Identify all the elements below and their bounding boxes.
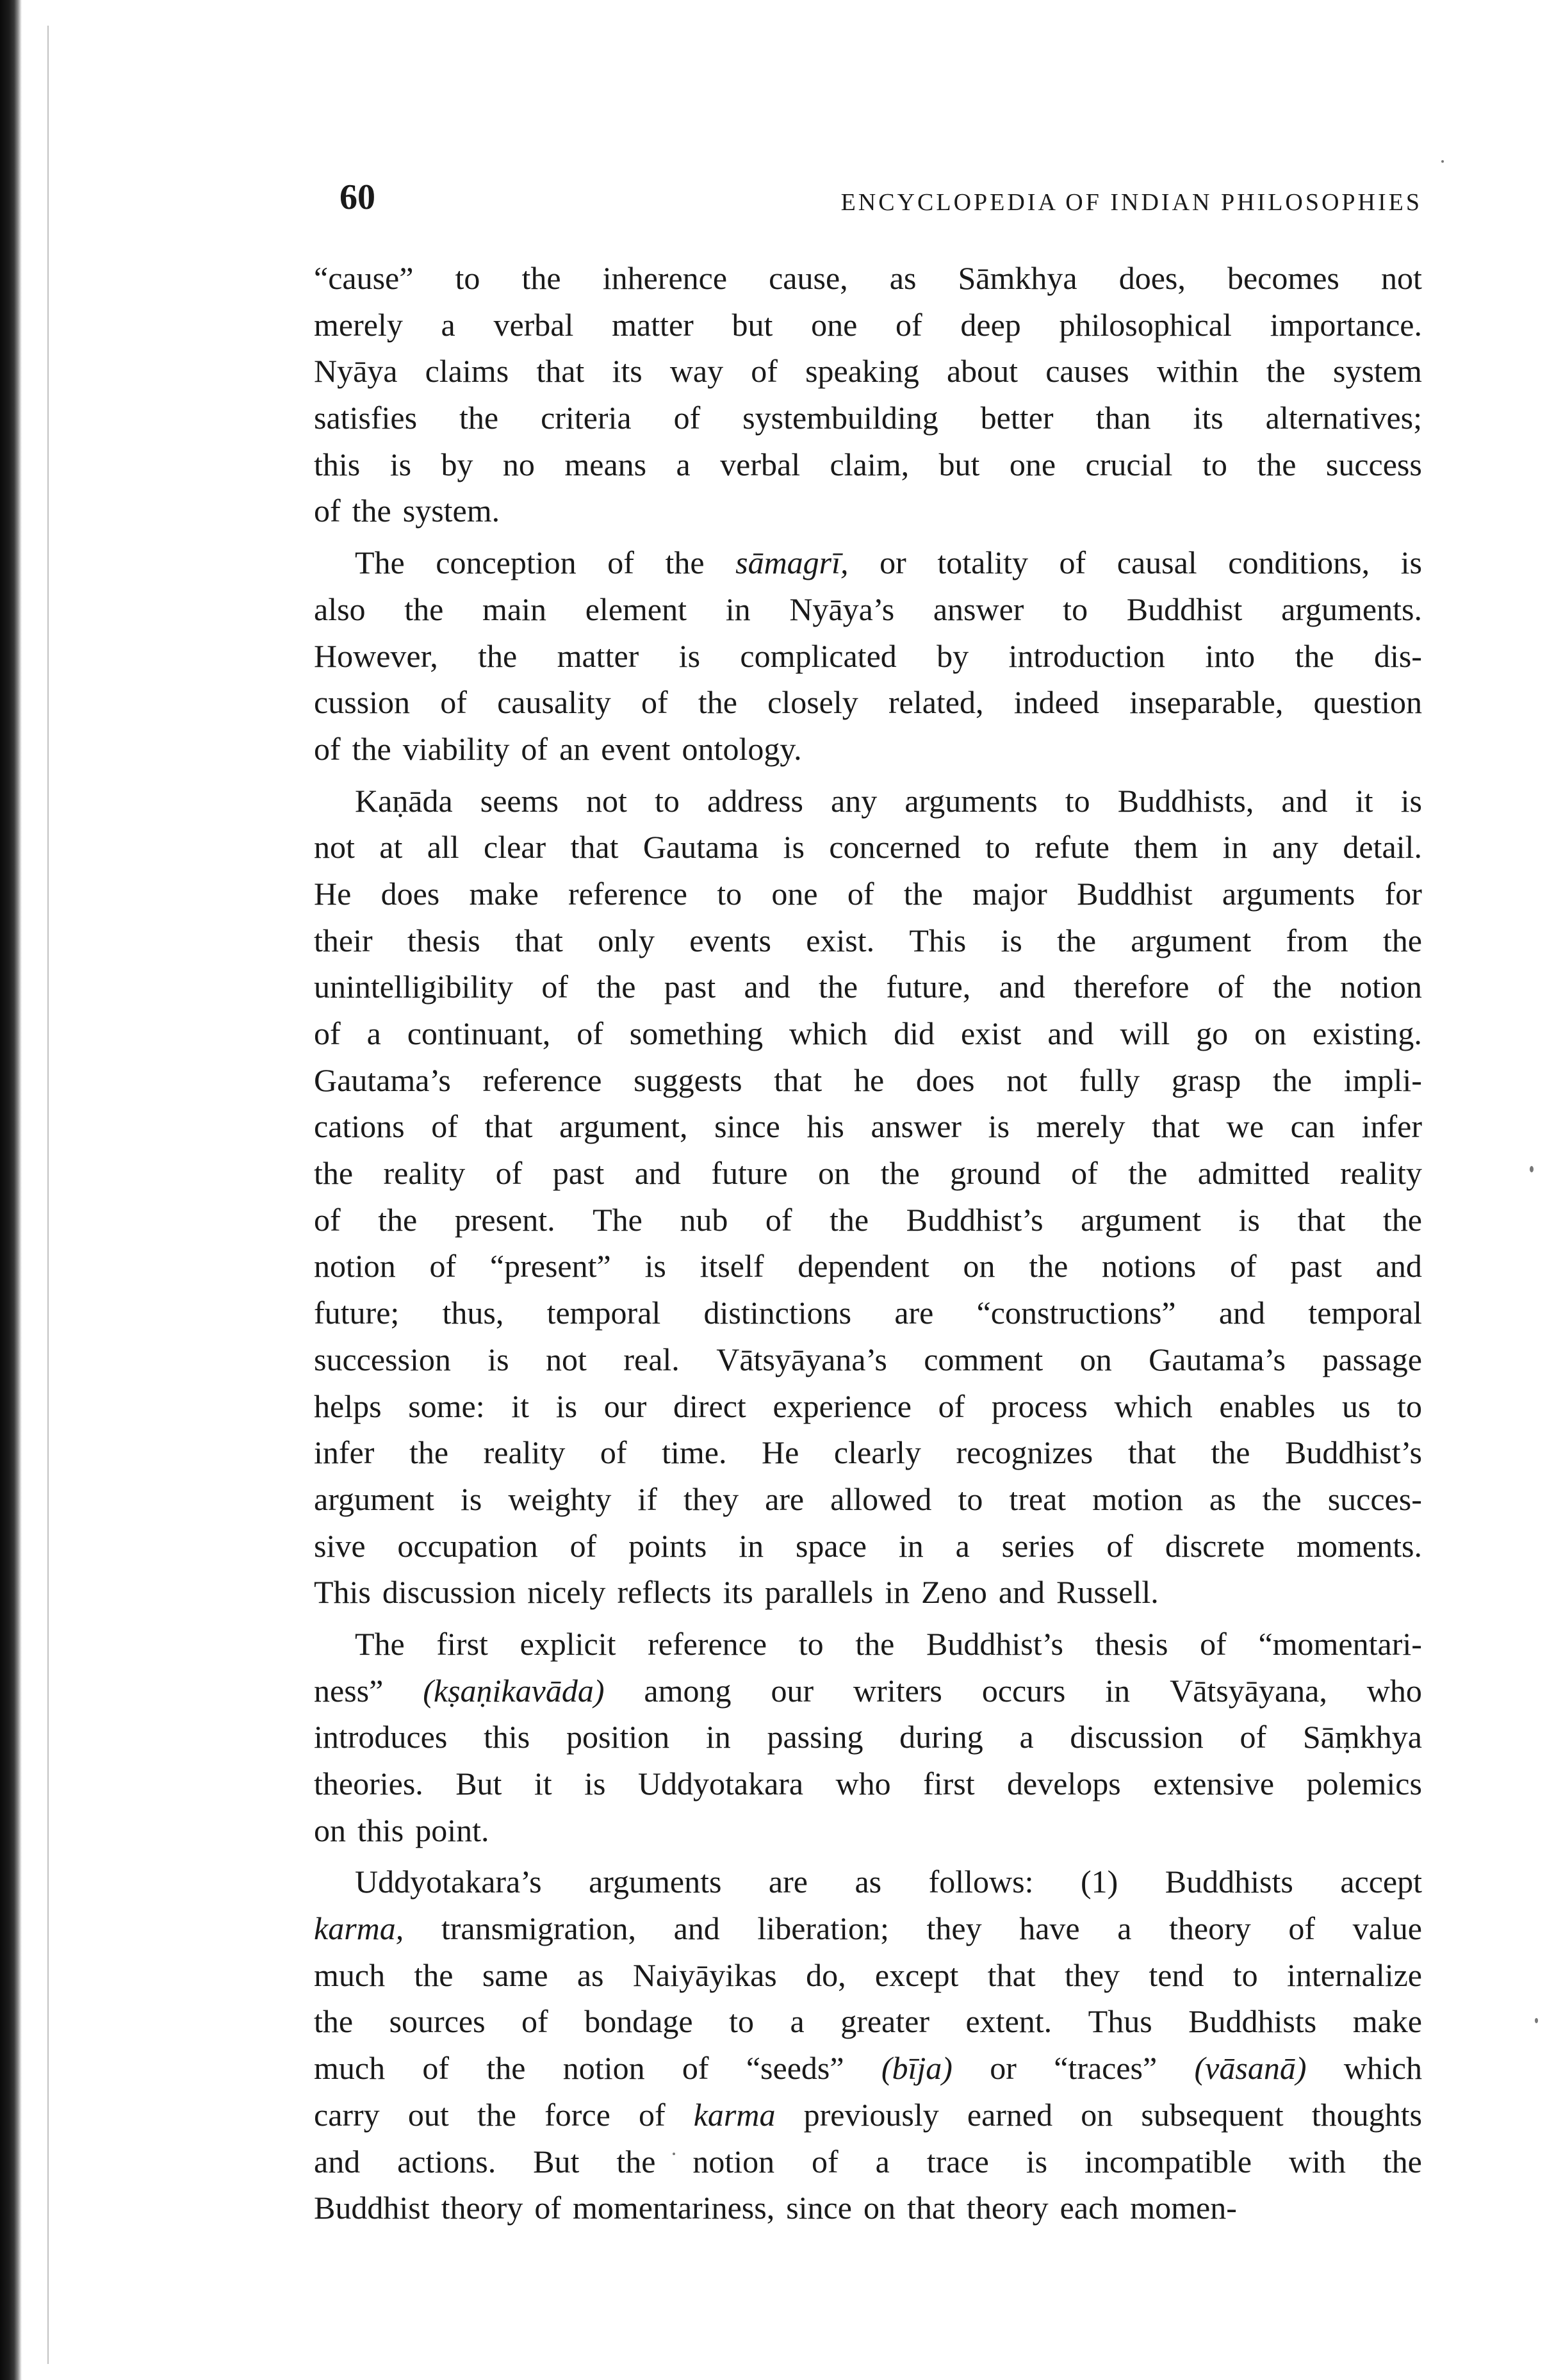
text-line: introduces this position in passing during a discussion of Sāṃkhya [314, 1719, 1422, 1755]
scan-binding-edge [0, 0, 22, 2380]
text-line: carry out the force of karma previously earned on subsequent thoughts [314, 2096, 1422, 2133]
scan-speck [673, 2153, 675, 2155]
text-line: the reality of past and future on the ground of the admitted reality [314, 1155, 1422, 1192]
text-line: on this point. [314, 1812, 489, 1848]
text-line: future; thus, temporal distinctions are “constructions” and temporal [314, 1295, 1422, 1331]
text-line: “cause” to the inherence cause, as Sāmkhya does, becomes not [314, 260, 1422, 296]
text-line: helps some: it is our direct experience of process which enables us to [314, 1388, 1422, 1424]
text-line: and actions. But the notion of a trace is incompatible with the [314, 2143, 1422, 2179]
paragraph [314, 778, 1422, 1616]
text-line: merely a verbal matter but one of deep philosophical importance. [314, 306, 1422, 343]
paragraph-gap [314, 534, 1422, 539]
text-line: infer the reality of time. He clearly recognizes that the Buddhist’s [314, 1434, 1422, 1471]
text-line: Gautama’s reference suggests that he does not fully grasp the impli- [314, 1062, 1422, 1098]
scan-speck [1441, 160, 1444, 163]
text-line: cations of that argument, since his answer is merely that we can infer [314, 1108, 1422, 1145]
scan-speck [1535, 2018, 1538, 2023]
paragraph [314, 1621, 1422, 1853]
text-line: However, the matter is complicated by introduction into the dis- [314, 637, 1422, 674]
text-line: He does make reference to one of the major Buddhist arguments for [314, 875, 1422, 912]
text-line: This discussion nicely reflects its parallels in Zeno and Russell. [314, 1574, 1159, 1611]
paragraph-gap [314, 1616, 1422, 1621]
text-line: the sources of bondage to a greater extent. Thus Buddhists make [314, 2003, 1422, 2040]
text-line: Uddyotakara’s arguments are as follows: (1) Buddhists accept [355, 1864, 1422, 1900]
text-line: theories. But it is Uddyotakara who first develops extensive polemics [314, 1766, 1422, 1801]
paragraph [314, 539, 1422, 772]
text-line: cussion of causality of the closely related, indeed inseparable, question [314, 684, 1422, 721]
text-line: this is by no means a verbal claim, but one crucial to the success [314, 446, 1422, 482]
text-line: much the same as Naiyāyikas do, except that they tend to internalize [314, 1957, 1422, 1993]
paragraph-gap [314, 773, 1422, 778]
text-line: of the present. The nub of the Buddhist’s argument is that the [314, 1201, 1422, 1238]
text-line: their thesis that only events exist. This is the argument from the [314, 922, 1422, 958]
text-line: sive occupation of points in space in a series of discrete moments. [314, 1527, 1422, 1564]
text-line: The first explicit reference to the Buddhist’s thesis of “momentari- [355, 1625, 1422, 1662]
body-text [314, 255, 1422, 2231]
text-line: succession is not real. Vātsyāyana’s comment on Gautama’s passage [314, 1341, 1422, 1377]
page-number: 60 [340, 177, 375, 217]
text-line: argument is weighty if they are allowed to treat motion as the succes- [314, 1481, 1422, 1517]
text-line: Kaṇāda seems not to address any arguments to Buddhists, and it is [355, 782, 1422, 819]
text-line: Buddhist theory of momentariness, since on that theory each momen- [314, 2190, 1237, 2226]
paragraph [314, 1859, 1422, 2231]
text-line: ness” (kṣaṇikavāda) among our writers occurs in Vātsyāyana, who [314, 1672, 1422, 1709]
text-line: of a continuant, of something which did exist and will go on existing. [314, 1015, 1422, 1051]
text-line: The conception of the sāmagrī, or totality of causal conditions, is [355, 545, 1422, 581]
text-line: unintelligibility of the past and the future, and therefore of the notion [314, 969, 1422, 1005]
text-line: not at all clear that Gautama is concerned to refute them in any detail. [314, 829, 1422, 866]
scan-fold-line [47, 26, 49, 2364]
text-line: of the system. [314, 493, 500, 529]
paragraph [314, 255, 1422, 534]
scan-speck [1530, 1166, 1534, 1172]
text-line: of the viability of an event ontology. [314, 730, 802, 767]
running-head: ENCYCLOPEDIA OF INDIAN PHILOSOPHIES [840, 189, 1422, 216]
text-line: much of the notion of “seeds” (bīja) or “traces” (vāsanā) which [314, 2050, 1422, 2087]
paragraph-gap [314, 1853, 1422, 1859]
text-line: notion of “present” is itself dependent on the notions of past and [314, 1248, 1422, 1284]
text-line: karma, transmigration, and liberation; they have a theory of value [314, 1910, 1422, 1947]
text-line: satisfies the criteria of systembuilding better than its alternatives; [314, 400, 1422, 436]
text-line: also the main element in Nyāya’s answer to Buddhist arguments. [314, 591, 1422, 627]
page-header [340, 172, 1422, 223]
text-line: Nyāya claims that its way of speaking about causes within the system [314, 353, 1422, 390]
